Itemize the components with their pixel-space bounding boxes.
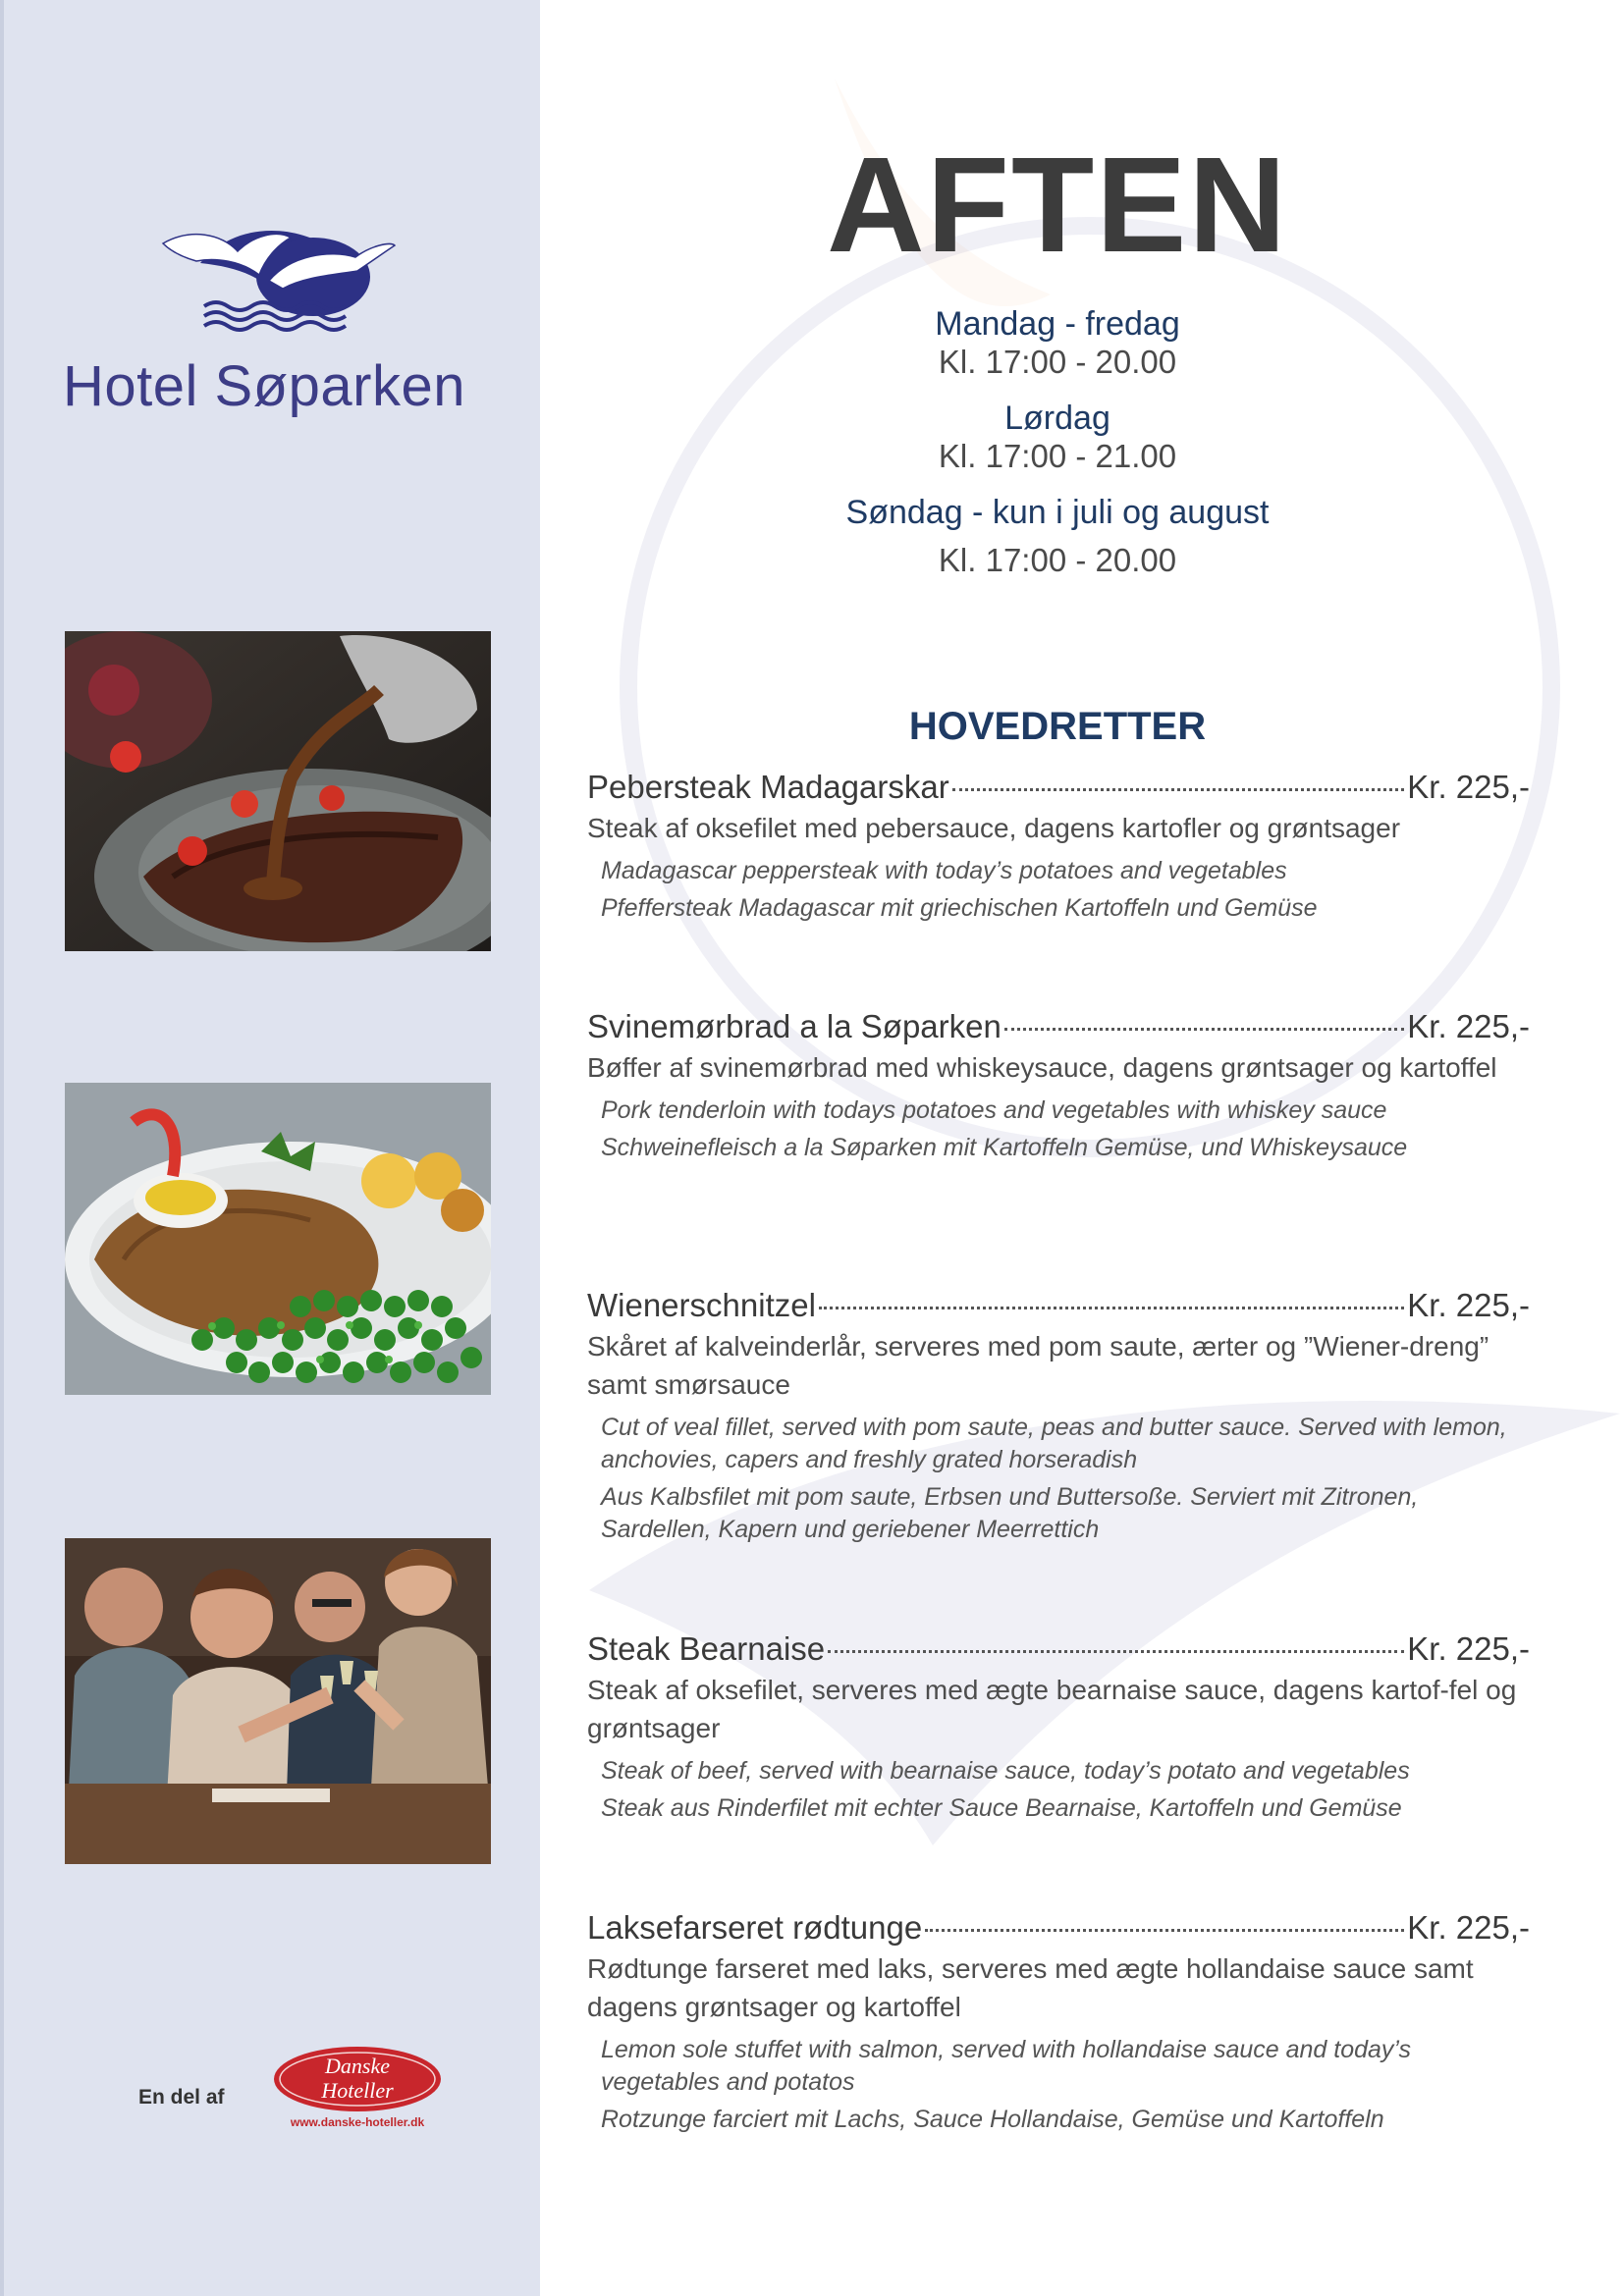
- menu-item-german: Schweinefleisch a la Søparken mit Kartoffeln Gemüse, und Whiskeysauce: [601, 1134, 1408, 1161]
- menu-item-name: Steak Bearnaise: [587, 1630, 826, 1667]
- menu-item-name: Laksefarseret rødtunge: [587, 1909, 923, 1946]
- menu-item-description: Bøffer af svinemørbrad med whiskeysauce, dagens grøntsager og kartoffel: [587, 1052, 1497, 1083]
- menu-item-description: Rødtunge farseret med laks, serveres med ægte hollandaise sauce samt dagens grøntsager og kartoffel: [587, 1953, 1474, 2022]
- hours-day: Søndag - kun i juli og august: [845, 494, 1270, 531]
- dot-leader: [952, 788, 1405, 791]
- menu-item-english: Steak of beef, served with bearnaise sauce, today’s potato and vegetables: [601, 1757, 1410, 1785]
- menu-item-price: Kr. 225,-: [1407, 1909, 1530, 1946]
- hours-time: Kl. 17:00 - 20.00: [938, 344, 1177, 380]
- hours-block: [540, 493, 1575, 579]
- menu-item: [587, 1629, 1530, 1825]
- menu-item-german: Steak aus Rinderfilet mit echter Sauce Bearnaise, Kartoffeln und Gemüse: [601, 1794, 1402, 1822]
- partner-logo-line-1: Danske: [325, 2054, 390, 2078]
- hours-block: [540, 399, 1575, 475]
- menu-item: [587, 1007, 1530, 1164]
- opening-hours: [540, 304, 1575, 579]
- menu-item: [587, 768, 1530, 925]
- menu-item-name: Pebersteak Madagarskar: [587, 769, 949, 805]
- menu-item-line: [587, 1007, 1530, 1046]
- menu-item: [587, 1286, 1530, 1546]
- partner-logo-line-2: Hoteller: [321, 2078, 394, 2103]
- menu-item-english: Pork tenderloin with todays potatoes and vegetables with whiskey sauce: [601, 1096, 1387, 1124]
- hours-block: [540, 304, 1575, 381]
- danske-hoteller-logo: [271, 2044, 444, 2114]
- hours-day: Mandag - fredag: [935, 305, 1180, 343]
- partner-url: www.danske-hoteller.dk: [290, 2115, 425, 2129]
- menu-item-line: [587, 768, 1530, 807]
- hotel-name: Hotel Søparken: [63, 354, 465, 418]
- part-of-label: En del af: [138, 2086, 225, 2109]
- menu-item-description: Steak af oksefilet, serveres med ægte bearnaise sauce, dagens kartof-fel og grøntsager: [587, 1675, 1517, 1743]
- dot-leader: [1004, 1028, 1404, 1031]
- menu-item: [587, 1908, 1530, 2136]
- menu-item-english: Cut of veal fillet, served with pom saute, peas and butter sauce. Served with lemon, anchovies, capers and freshly grated horseradish: [601, 1414, 1507, 1473]
- hours-day: Lørdag: [1004, 400, 1110, 437]
- menu-item-german: Pfeffersteak Madagascar mit griechischen Kartoffeln und Gemüse: [601, 894, 1318, 922]
- menu-item-german: Aus Kalbsfilet mit pom saute, Erbsen und Buttersoße. Serviert mit Zitronen, Sardellen, Kapern und geriebener Meerrettich: [601, 1483, 1419, 1543]
- menu-item-description: Steak af oksefilet med pebersauce, dagens kartofler og grøntsager: [587, 813, 1401, 843]
- menu-item-price: Kr. 225,-: [1407, 1287, 1530, 1323]
- dot-leader: [819, 1307, 1404, 1309]
- dot-leader: [925, 1929, 1404, 1932]
- menu-item-price: Kr. 225,-: [1407, 1630, 1530, 1667]
- photo-peppersteak: [65, 631, 491, 951]
- menu-item-english: Lemon sole stuffet with salmon, served with hollandaise sauce and today’s vegetables and potatos: [601, 2036, 1412, 2096]
- menu-item-name: Svinemørbrad a la Søparken: [587, 1008, 1001, 1044]
- menu-item-name: Wienerschnitzel: [587, 1287, 816, 1323]
- hours-time: Kl. 17:00 - 21.00: [938, 438, 1177, 474]
- page-title: AFTEN: [827, 130, 1288, 281]
- section-title: HOVEDRETTER: [908, 705, 1207, 748]
- menu-item-price: Kr. 225,-: [1407, 769, 1530, 805]
- menu-item-line: [587, 1908, 1530, 1948]
- photo-schnitzel: [65, 1083, 491, 1395]
- bird-wave-logo-icon: [161, 216, 397, 334]
- hours-time: Kl. 17:00 - 20.00: [938, 542, 1177, 578]
- menu-item-german: Rotzunge farciert mit Lachs, Sauce Hollandaise, Gemüse und Kartoffeln: [601, 2106, 1384, 2133]
- menu-item-line: [587, 1286, 1530, 1325]
- menu-item-description: Skåret af kalveinderlår, serveres med pom saute, ærter og ”Wiener-dreng” samt smørsauce: [587, 1331, 1489, 1400]
- photo-dinner-guests: [65, 1538, 491, 1864]
- menu-item-line: [587, 1629, 1530, 1669]
- menu-item-price: Kr. 225,-: [1407, 1008, 1530, 1044]
- sidebar: [0, 0, 540, 2296]
- dot-leader: [828, 1650, 1404, 1653]
- menu-item-english: Madagascar peppersteak with today’s potatoes and vegetables: [601, 857, 1287, 884]
